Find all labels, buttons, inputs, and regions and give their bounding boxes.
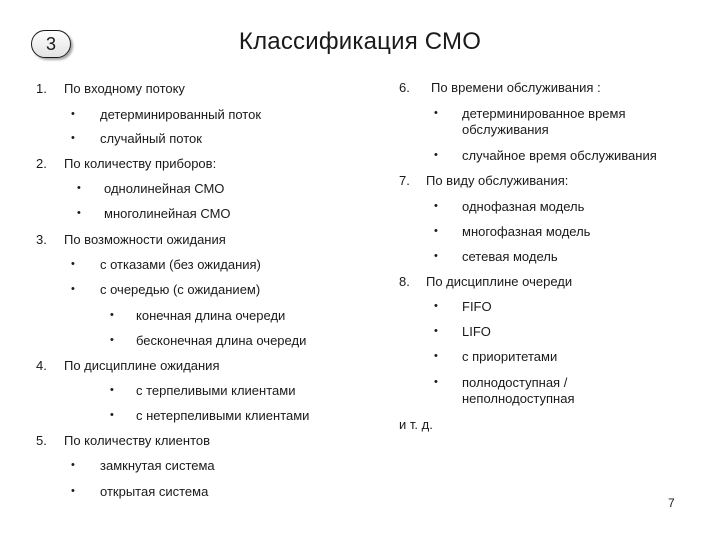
list-item: детерминированный поток <box>100 107 262 122</box>
list-number: 7. <box>399 173 410 188</box>
list-number: 3. <box>36 232 47 247</box>
bullet-icon: • <box>71 132 75 144</box>
bullet-icon: • <box>434 376 438 388</box>
category-heading: По виду обслуживания: <box>426 173 569 188</box>
category-heading: По возможности ожидания <box>64 232 226 247</box>
category-heading: По времени обслуживания : <box>431 80 601 95</box>
list-item: с терпеливыми клиентами <box>136 383 296 398</box>
category-heading: По количеству приборов: <box>64 156 217 171</box>
bullet-icon: • <box>71 459 75 471</box>
bullet-icon: • <box>110 334 114 346</box>
bullet-icon: • <box>77 182 81 194</box>
bullet-icon: • <box>434 250 438 262</box>
list-subitem: бесконечная длина очереди <box>136 333 307 348</box>
list-item: LIFO <box>462 324 491 339</box>
slide-number-badge: 3 <box>31 30 71 58</box>
bullet-icon: • <box>110 409 114 421</box>
bullet-icon: • <box>434 325 438 337</box>
list-item: однофазная модель <box>462 199 585 214</box>
list-item: открытая система <box>100 484 209 499</box>
list-subitem: конечная длина очереди <box>136 308 286 323</box>
bullet-icon: • <box>71 108 75 120</box>
bullet-icon: • <box>434 225 438 237</box>
list-item: полнодоступная / неполнодоступная <box>462 375 575 406</box>
list-item: случайный поток <box>100 131 202 146</box>
list-item: FIFO <box>462 299 492 314</box>
list-item: случайное время обслуживания <box>462 148 657 163</box>
list-item: многофазная модель <box>462 224 591 239</box>
list-item: с отказами (без ожидания) <box>100 257 261 272</box>
page-number: 7 <box>668 496 675 510</box>
list-item: замкнутая система <box>100 458 215 473</box>
list-item: детерминированное время обслуживания <box>462 106 626 137</box>
list-number: 1. <box>36 81 47 96</box>
category-heading: По дисциплине очереди <box>426 274 573 289</box>
bullet-icon: • <box>71 283 75 295</box>
bullet-icon: • <box>434 350 438 362</box>
category-heading: По дисциплине ожидания <box>64 358 220 373</box>
bullet-icon: • <box>434 107 438 119</box>
list-number: 2. <box>36 156 47 171</box>
list-item: с приоритетами <box>462 349 558 364</box>
list-item: с нетерпеливыми клиентами <box>136 408 310 423</box>
list-number: 5. <box>36 433 47 448</box>
category-heading: По количеству клиентов <box>64 433 211 448</box>
bullet-icon: • <box>71 485 75 497</box>
list-item: сетевая модель <box>462 249 558 264</box>
page-title: Классификация СМО <box>238 28 482 55</box>
bullet-icon: • <box>110 384 114 396</box>
list-number: 4. <box>36 358 47 373</box>
bullet-icon: • <box>434 200 438 212</box>
bullet-icon: • <box>434 300 438 312</box>
list-item: однолинейная СМО <box>104 181 225 196</box>
list-item: с очередью (с ожиданием) <box>100 282 261 297</box>
bullet-icon: • <box>71 258 75 270</box>
etc-text: и т. д. <box>399 417 433 432</box>
bullet-icon: • <box>77 207 81 219</box>
list-number: 6. <box>399 80 410 95</box>
list-number: 8. <box>399 274 410 289</box>
list-item: многолинейная СМО <box>104 206 231 221</box>
category-heading: По входному потоку <box>64 81 185 96</box>
bullet-icon: • <box>110 309 114 321</box>
bullet-icon: • <box>434 149 438 161</box>
